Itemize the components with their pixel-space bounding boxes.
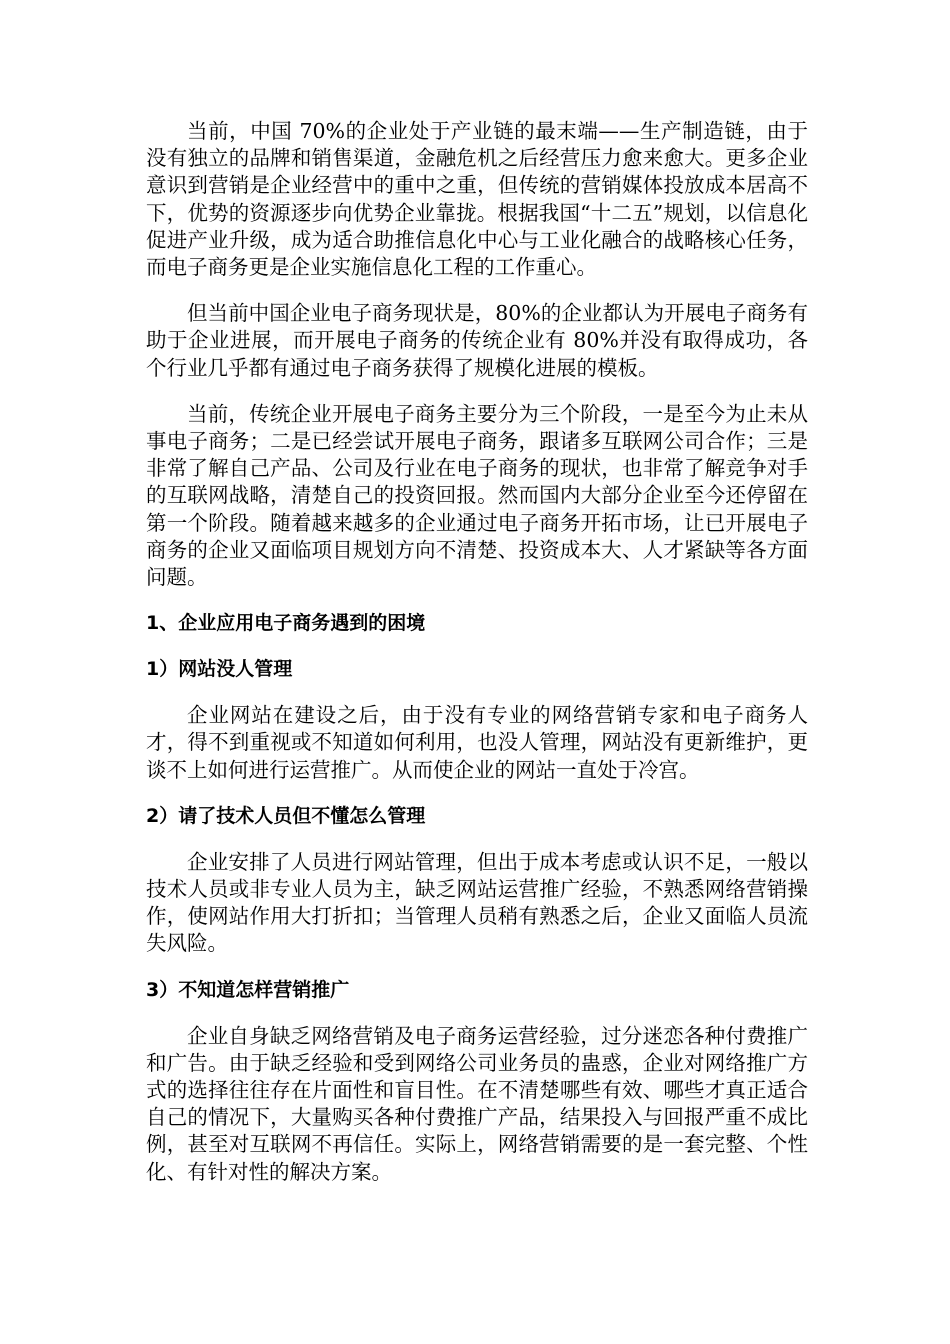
paragraph-status: 但当前中国企业电子商务现状是，80%的企业都认为开展电子商务有助于企业进展，而开展电子商务的传统企业有 80%并没有取得成功，各个行业几乎都有通过电子商务获得了规模化进展的模板。 — [146, 301, 808, 380]
subheading-3: 3）不知道怎样营销推广 — [146, 978, 350, 1001]
paragraph-sub-3: 企业自身缺乏网络营销及电子商务运营经验，过分迷恋各种付费推广和广告。由于缺乏经验和受到网络公司业务员的蛊惑，企业对网络推广方式的选择往往存在片面性和盲目性。在不清楚哪些有效、哪些才真正适合自己的情况下，大量购买各种付费推广产品，结果投入与回报严重不成比例，甚至对互联网不再信任。实际上，网络营销需要的是一套完整、个性化、有针对性的解决方案。 — [146, 1023, 808, 1184]
section-heading: 1、企业应用电子商务遇到的困境 — [146, 612, 426, 635]
subheading-2: 2）请了技术人员但不懂怎么管理 — [146, 804, 426, 827]
subheading-1: 1）网站没人管理 — [146, 658, 293, 681]
paragraph-sub-2: 企业安排了人员进行网站管理，但出于成本考虑或认识不足，一般以技术人员或非专业人员为主，缺乏网站运营推广经验，不熟悉网络营销操作，使网站作用大打折扣；当管理人员稍有熟悉之后，企业又面临人员流失风险。 — [146, 849, 808, 956]
paragraph-stages: 当前，传统企业开展电子商务主要分为三个阶段，一是至今为止未从事电子商务；二是已经尝试开展电子商务，跟诸多互联网公司合作；三是非常了解自己产品、公司及行业在电子商务的现状，也非常了解竞争对手的互联网战略，清楚自己的投资回报。然而国内大部分企业至今还停留在第一个阶段。随着越来越多的企业通过电子商务开拓市场，让已开展电子商务的企业又面临项目规划方向不清楚、投资成本大、人才紧缺等各方面问题。 — [146, 401, 808, 590]
document-page — [146, 118, 808, 1205]
paragraph-sub-1: 企业网站在建设之后，由于没有专业的网络营销专家和电子商务人才，得不到重视或不知道如何利用，也没人管理，网站没有更新维护，更谈不上如何进行运营推广。从而使企业的网站一直处于冷宫。 — [146, 703, 808, 782]
paragraph-intro: 当前，中国 70%的企业处于产业链的最末端——生产制造链，由于没有独立的品牌和销售渠道，金融危机之后经营压力愈来愈大。更多企业意识到营销是企业经营中的重中之重，但传统的营销媒体投放成本居高不下，优势的资源逐步向优势企业靠拢。根据我国“十二五”规划，以信息化促进产业升级，成为适合助推信息化中心与工业化融合的战略核心任务，而电子商务更是企业实施信息化工程的工作重心。 — [146, 119, 808, 280]
